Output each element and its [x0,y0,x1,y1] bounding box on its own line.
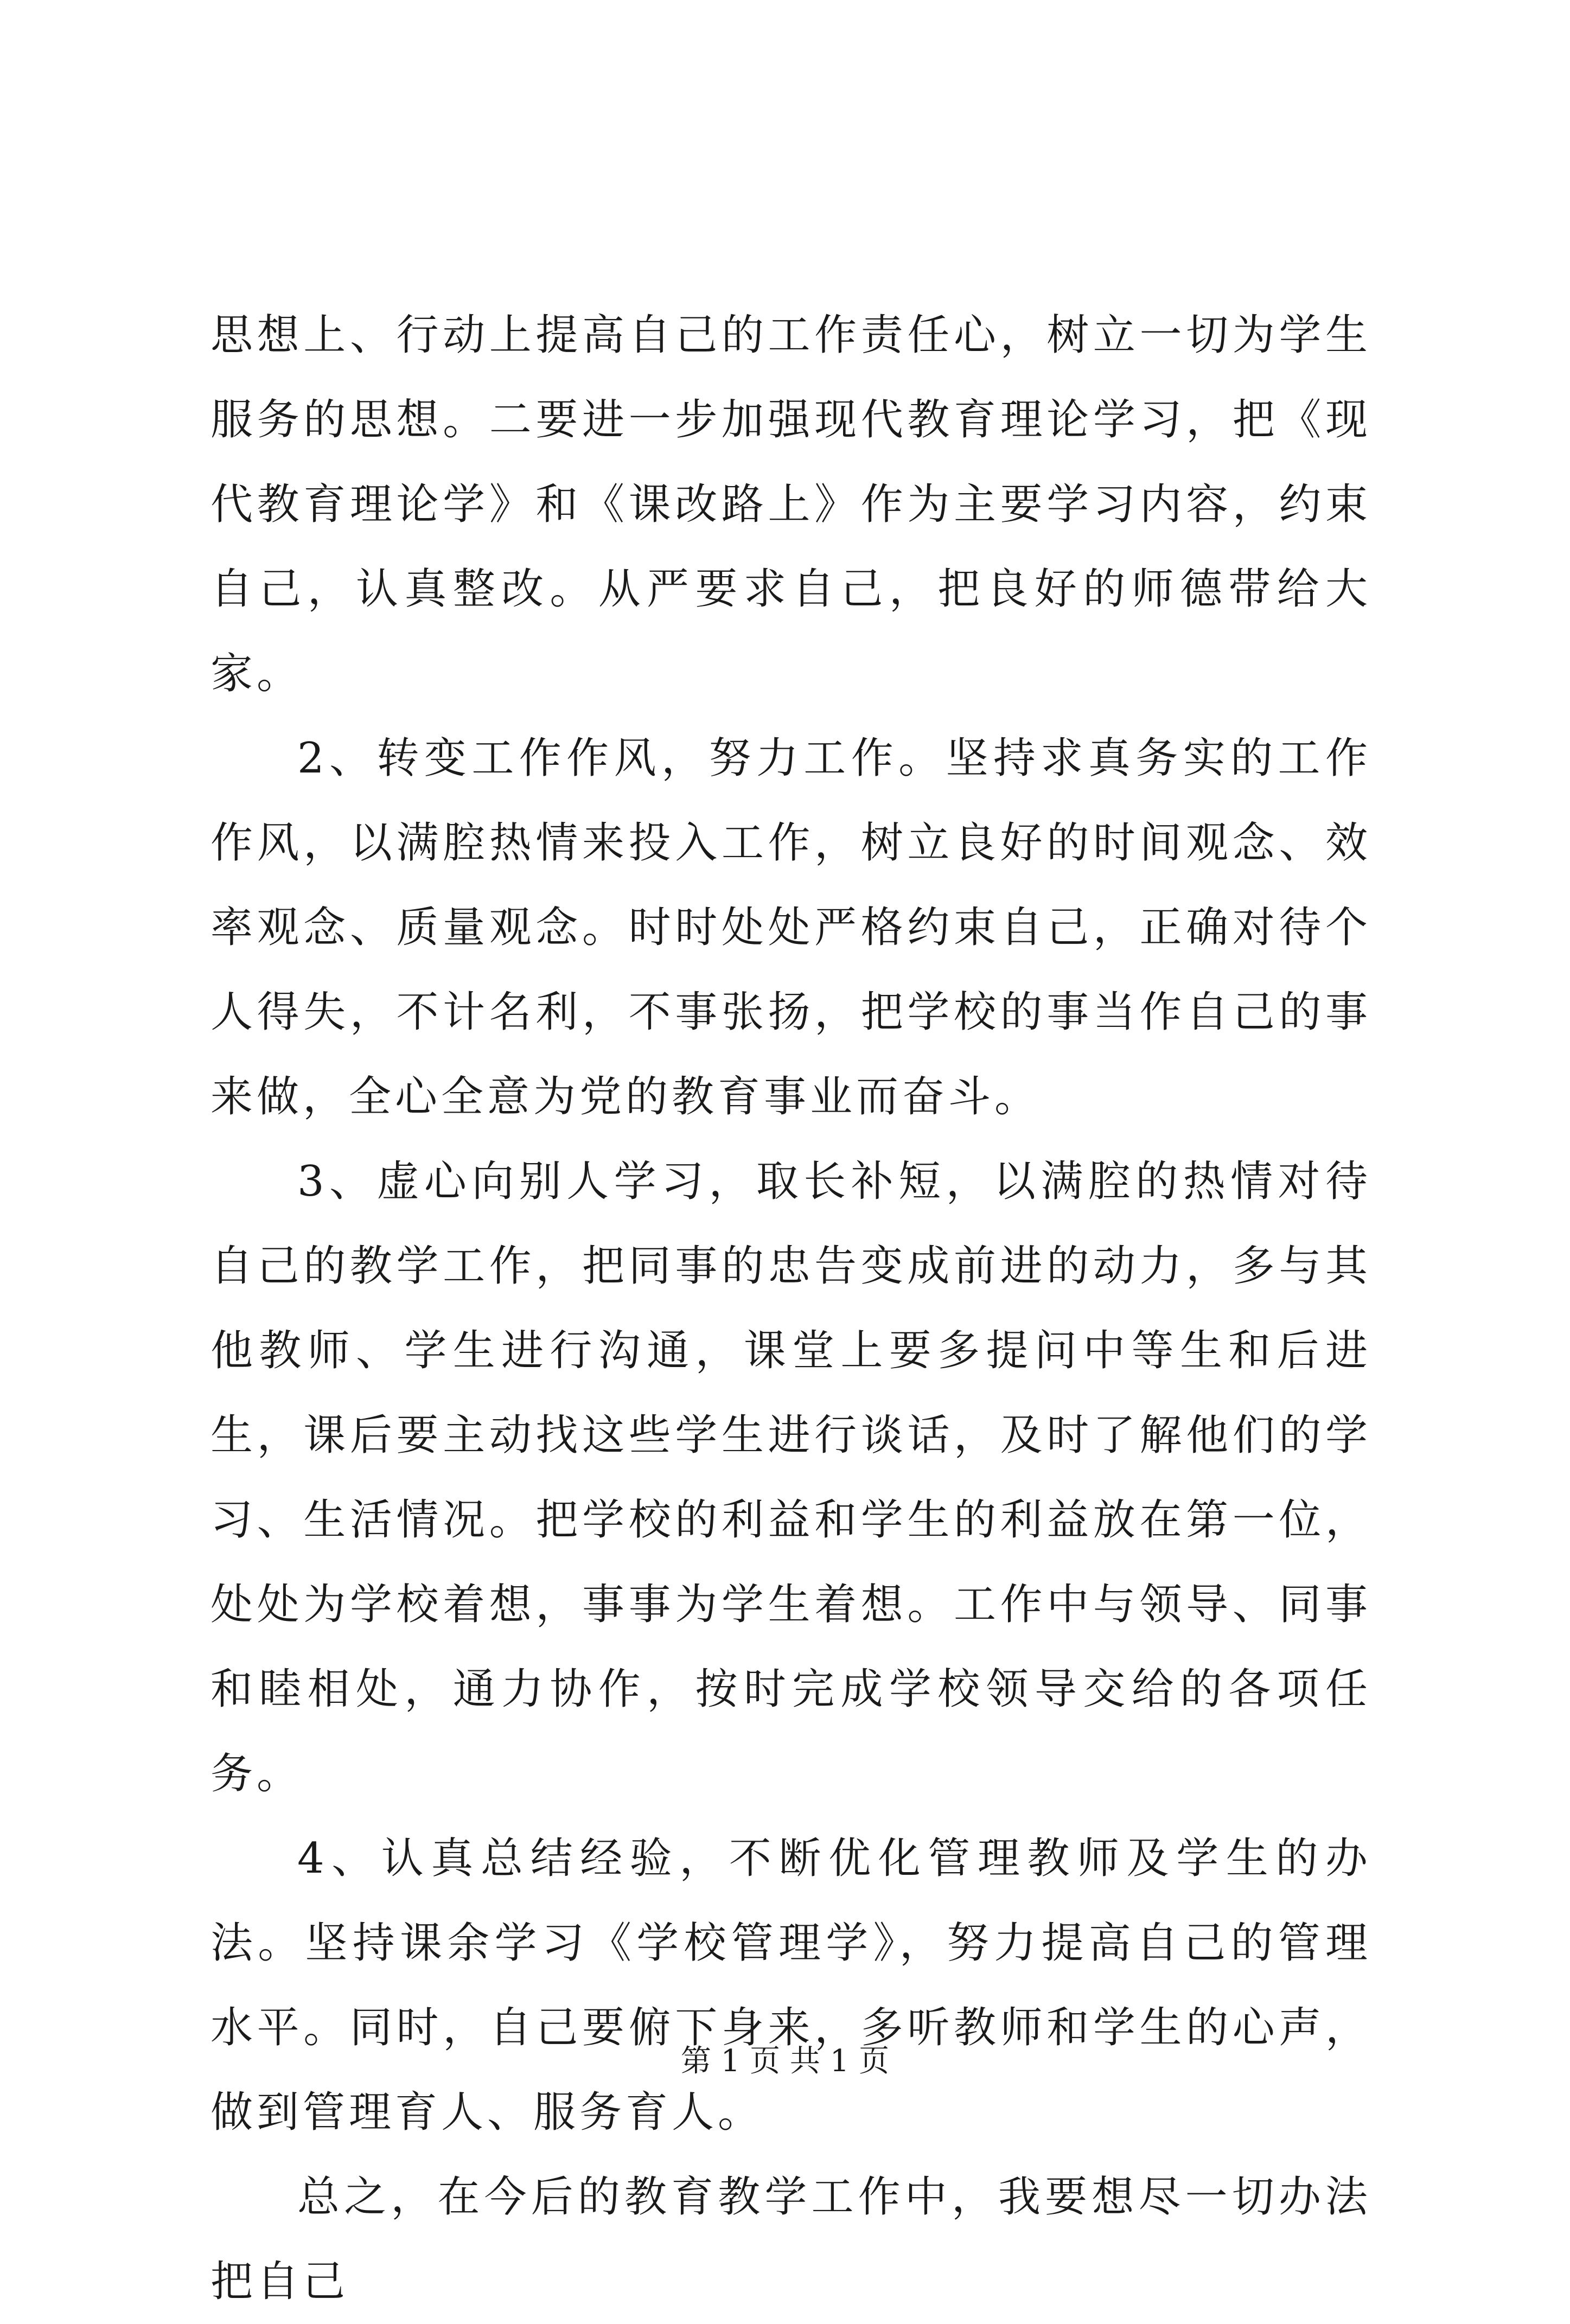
paragraph-4: 4、认真总结经验，不断优化管理教师及学生的办法。坚持课余学习《学校管理学》，努力提高自己的管理水平。同时，自己要俯下身来，多听教师和学生的心声，做到管理育人、服务育人。 [210,1834,1371,2137]
paragraph-3: 3、虚心向别人学习，取长补短，以满腔的热情对待自己的教学工作，把同事的忠告变成前进的动力，多与其他教师、学生进行沟通，课堂上要多提问中等生和后进生，课后要主动找这些学生进行谈话，及时了解他们的学习、生活情况。把学校的利益和学生的利益放在第一位，处处为学校着想，事事为学生着想。工作中与领导、同事和睦相处，通力协作，按时完成学校领导交给的各项任务。 [210,1157,1371,1798]
page-footer [0,2040,1570,2083]
page-number-label: 第 1 页 共 1 页 [680,2044,890,2079]
paragraph-1: 思想上、行动上提高自己的工作责任心，树立一切为学生服务的思想。二要进一步加强现代教育理论学习，把《现代教育理论学》和《课改路上》作为主要学习内容，约束自己，认真整改。从严要求自己，把良好的师德带给大家。 [210,311,1371,698]
paragraph-5: 总之，在今后的教育教学工作中，我要想尽一切办法把自己 [210,2173,1371,2306]
document-body [210,293,1371,2324]
paragraph-2: 2、转变工作作风，努力工作。坚持求真务实的工作作风，以满腔热情来投入工作，树立良好的时间观念、效率观念、质量观念。时时处处严格约束自己，正确对待个人得失，不计名利，不事张扬，把学校的事当作自己的事来做，全心全意为党的教育事业而奋斗。 [210,734,1371,1121]
